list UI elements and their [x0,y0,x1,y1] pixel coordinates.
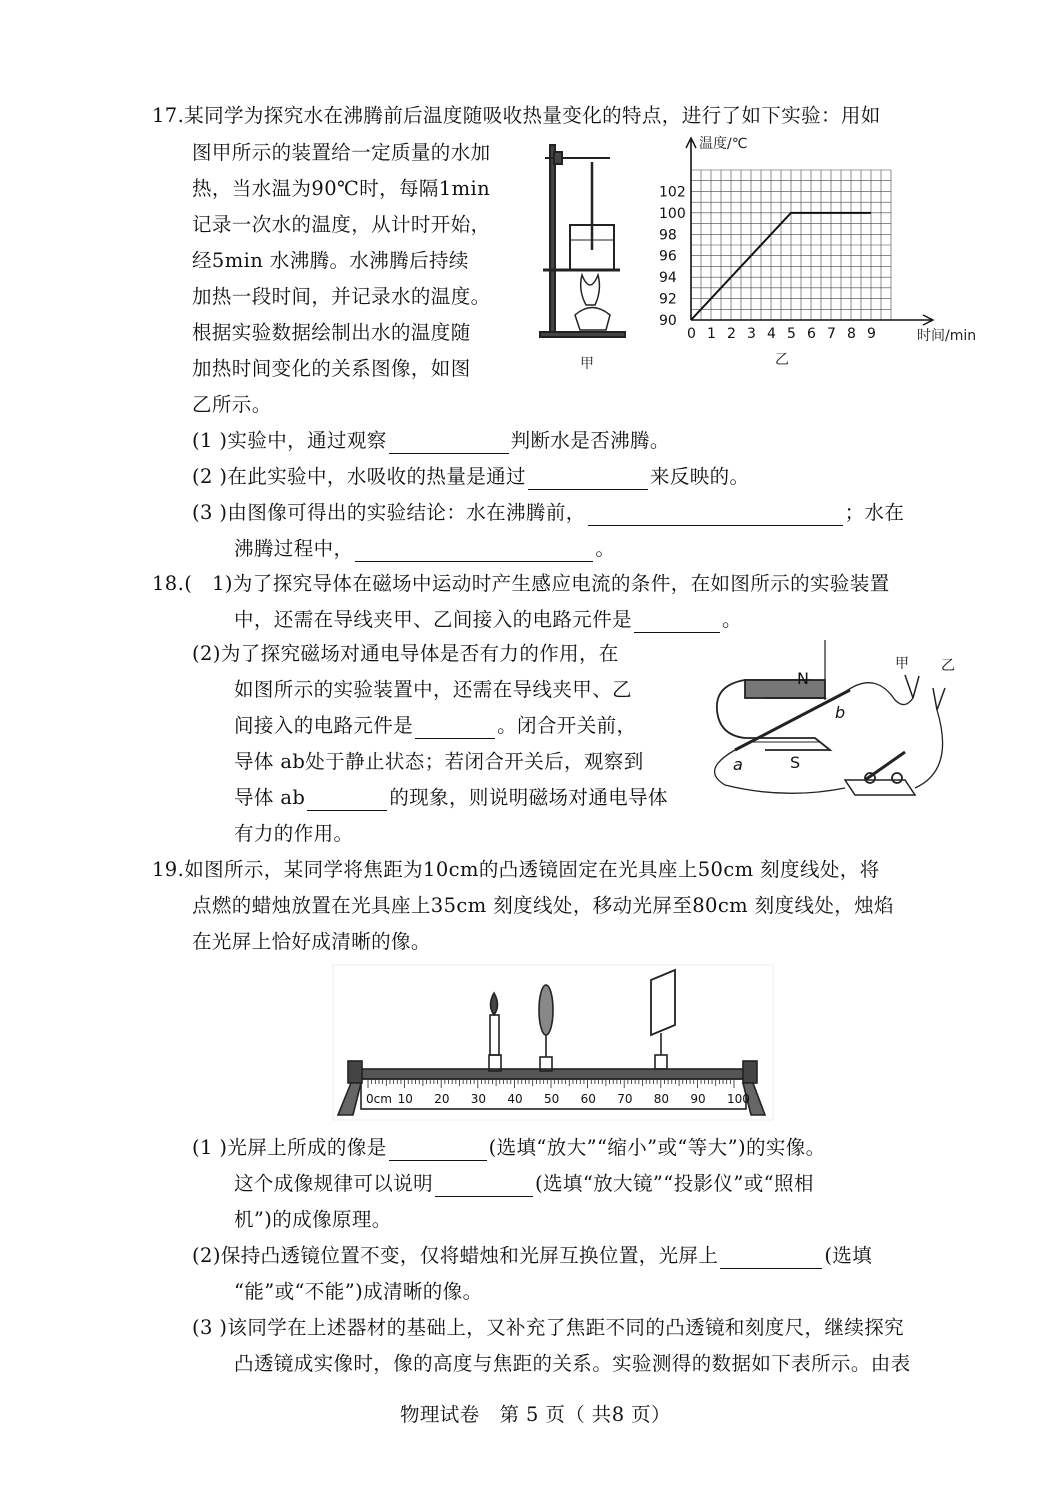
q19-line1: 19.如图所示，某同学将焦距为10cm的凸透镜固定在光具座上50cm 刻度线处，将 [152,858,880,881]
optical-bench-figure [333,965,773,1120]
magnet-circuit-figure [705,640,965,810]
q17-text-line: 记录一次水的温度，从计时开始， [192,213,491,236]
x-axis-label: 时间/min [917,328,977,344]
q19-line3: 在光屏上恰好成清晰的像。 [192,930,431,953]
ruler-label: 40 [507,1092,523,1106]
q19-s1-cont: 这个成像规律可以说明 (选填“放大镜”“投影仪”或“照相 [234,1172,814,1195]
q19-s1: (1 )光屏上所成的像是 (选填“放大”“缩小”或“等大”)的实像。 [192,1136,826,1159]
ruler-label: 60 [580,1092,596,1106]
x-tick-label: 7 [827,326,836,342]
answer-blank[interactable] [415,718,495,739]
x-tick-label: 5 [787,326,796,342]
x-tick-label: 9 [867,326,876,342]
y-axis-label: 温度/℃ [699,136,748,152]
ruler-label: 30 [470,1092,487,1106]
ruler-label: 10 [397,1092,413,1106]
conductor-b-label: b [835,703,846,722]
y-tick-label: 92 [659,291,677,308]
chart-axes [686,138,933,325]
clip-yi-label: 乙 [941,658,955,674]
figure-yi-label: 乙 [775,352,789,368]
y-tick-label: 100 [659,205,686,222]
answer-blank[interactable] [355,541,593,562]
q17-sub3-cont: 沸腾过程中， 。 [234,537,616,560]
answer-blank[interactable] [528,469,648,490]
chart-grid [691,170,891,320]
q17-sub3: (3 )由图像可得出的实验结论：水在沸腾前， ；水在 [192,501,905,524]
q17-text-line: 根据实验数据绘制出水的温度随 [192,321,471,344]
q17-sub1: (1 )实验中，通过观察 判断水是否沸腾。 [192,429,670,452]
q19-s1-end: 机”)的成像原理。 [234,1208,392,1231]
x-tick-label: 8 [847,326,856,342]
answer-blank[interactable] [634,612,720,633]
ruler-label: 70 [617,1092,633,1106]
q18-p2-line: 导体 ab处于静止状态；若闭合开关后，观察到 [234,750,644,773]
q17-sub2: (2 )在此实验中，水吸收的热量是通过 来反映的。 [192,465,750,488]
q17-text-line: 热，当水温为90℃时，每隔1min [192,177,491,200]
clip-jia-label: 甲 [895,656,909,672]
ruler-label: 20 [434,1092,450,1106]
q19-s2: (2)保持凸透镜位置不变，仅将蜡烛和光屏互换位置，光屏上 (选填 [192,1244,873,1267]
q19-line2: 点燃的蜡烛放置在光具座上35cm 刻度线处，移动光屏至80cm 刻度线处，烛焰 [192,894,894,917]
answer-blank[interactable] [720,1248,822,1269]
answer-blank[interactable] [389,433,509,454]
q19-s3: (3 )该同学在上述器材的基础上，又补充了焦距不同的凸透镜和刻度尺，继续探究 [192,1316,905,1339]
ruler-label: 100 [727,1092,750,1106]
temperature-chart [655,136,977,375]
q17-intro: 17.某同学为探究水在沸腾前后温度随吸收热量变化的特点，进行了如下实验：用如 [152,104,881,127]
y-tick-label: 94 [659,270,677,287]
q17-text-line: 加热一段时间，并记录水的温度。 [192,285,491,308]
ruler-label: 90 [690,1092,706,1106]
x-tick-label: 3 [747,326,756,342]
y-tick-label: 96 [659,248,677,265]
ruler-label: 80 [653,1092,670,1106]
q17-text-line: 加热时间变化的关系图像，如图 [192,357,471,380]
q18-p2-line: 有力的作用。 [234,822,354,845]
ruler-label: 0cm [366,1092,392,1106]
ruler-label: 50 [544,1092,560,1106]
figure-jia-label: 甲 [580,356,594,372]
q17-text-line: 乙所示。 [192,393,272,416]
q18-p2-line: 如图所示的实验装置中，还需在导线夹甲、乙 [234,678,633,701]
answer-blank[interactable] [307,790,387,811]
y-tick-label: 102 [659,184,686,201]
q19-s3-cont: 凸透镜成实像时，像的高度与焦距的关系。实验测得的数据如下表所示。由表 [234,1352,911,1375]
y-tick-label: 98 [659,227,677,244]
north-pole-label: N [797,669,809,688]
q19-s2-cont: “能”或“不能”)成清晰的像。 [234,1280,483,1303]
q18-line1: 18.( 1)为了探究导体在磁场中运动时产生感应电流的条件，在如图所示的实验装置 [152,572,890,595]
y-tick-label: 90 [659,313,677,329]
boiling-apparatus-figure [540,140,640,380]
x-tick-label: 4 [767,326,776,342]
page-footer: 物理试卷 第 5 页（ 共8 页） [400,1403,671,1426]
south-pole-label: S [790,753,801,772]
q18-p2-line: (2)为了探究磁场对通电导体是否有力的作用，在 [192,642,619,665]
x-tick-label: 2 [727,326,736,342]
answer-blank[interactable] [389,1140,487,1161]
answer-blank[interactable] [588,505,843,526]
x-tick-label: 0 [687,326,696,342]
q17-text-line: 经5min 水沸腾。水沸腾后持续 [192,249,469,272]
q18-p2-line: 导体 ab 的现象，则说明磁场对通电导体 [234,786,668,809]
answer-blank[interactable] [435,1176,533,1197]
x-tick-label: 6 [807,326,816,342]
conductor-a-label: a [733,755,743,774]
q17-text-line: 图甲所示的装置给一定质量的水加 [192,141,491,164]
q18-line2: 中，还需在导线夹甲、乙间接入的电路元件是 。 [234,608,742,631]
x-tick-label: 1 [707,326,716,342]
q18-p2-line: 间接入的电路元件是 。闭合开关前， [234,714,637,737]
